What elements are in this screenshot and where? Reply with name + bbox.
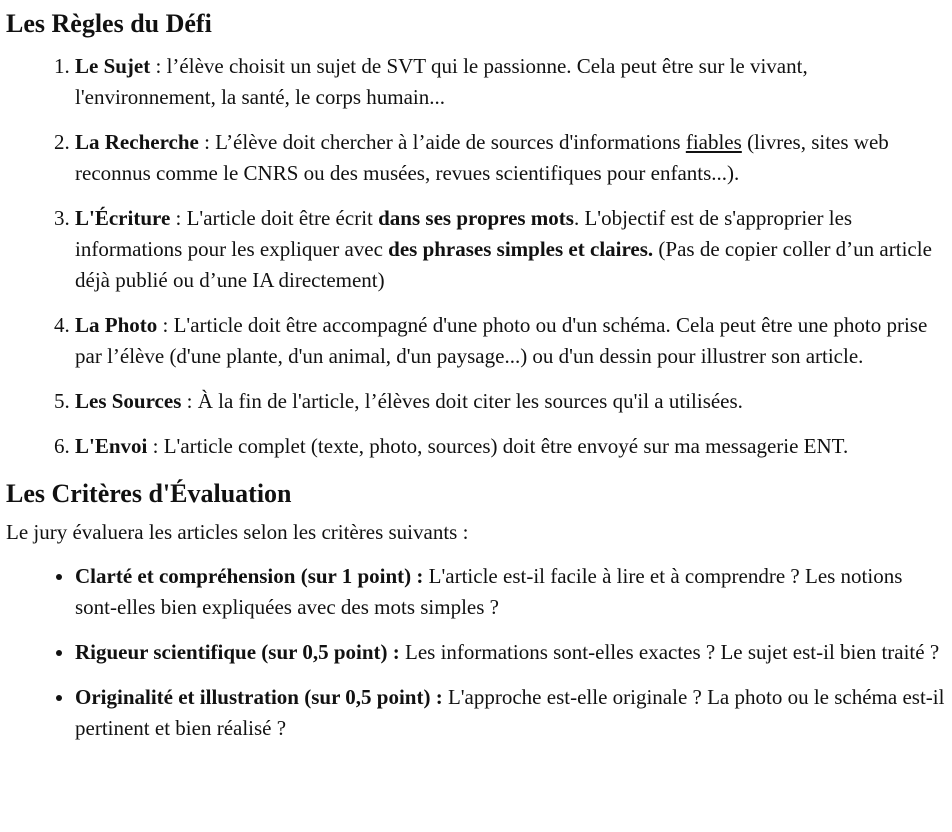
- rule-term: Le Sujet: [75, 54, 151, 78]
- criteria-term: Originalité et illustration (sur 0,5 point) :: [75, 685, 443, 709]
- criteria-item-rigor: [75, 637, 946, 668]
- rule-emphasis: des phrases simples et claires.: [388, 237, 654, 261]
- rule-item-submission: [75, 431, 946, 462]
- rule-emphasis: dans ses propres mots: [378, 206, 574, 230]
- criteria-item-originality: [75, 682, 946, 744]
- rule-text: . L'objectif est de s'approprier les informations pour les expliquer avec: [75, 206, 853, 261]
- rule-text: : L'article doit être écrit: [170, 206, 379, 230]
- rule-underlined-word: fiables: [685, 130, 742, 154]
- rule-text: : L'article complet (texte, photo, sources) doit être envoyé sur ma messagerie ENT.: [147, 434, 849, 458]
- criteria-term: Clarté et compréhension (sur 1 point) :: [75, 564, 424, 588]
- criteria-text: L'article est-il facile à lire et à comprendre ? Les notions sont-elles bien expliquées avec des mots simples ?: [75, 564, 903, 619]
- rule-text: : L'article doit être accompagné d'une photo ou d'un schéma. Cela peut être une photo prise par l’élève (d'une plante, d'un animal, d'un paysage...) ou d'un dessin pour illustrer son article.: [75, 313, 928, 368]
- rule-term: La Recherche: [75, 130, 199, 154]
- rules-list: [6, 51, 946, 462]
- criteria-text: Les informations sont-elles exactes ? Le sujet est-il bien traité ?: [399, 640, 940, 664]
- rule-text: : L’élève doit chercher à l’aide de sources d'informations: [198, 130, 686, 154]
- rule-item-research: [75, 127, 946, 189]
- rule-text: (livres, sites web reconnus comme le CNRS ou des musées, revues scientifiques pour enfants...).: [75, 130, 889, 185]
- criteria-item-clarity: [75, 561, 946, 623]
- rule-item-photo: [75, 310, 946, 372]
- criteria-intro: Le jury évaluera les articles selon les critères suivants :: [6, 520, 469, 544]
- rule-term: Les Sources: [75, 389, 182, 413]
- rule-term: L'Envoi: [75, 434, 148, 458]
- criteria-list: [6, 561, 946, 744]
- criteria-heading: Les Critères d'Évaluation: [6, 479, 292, 508]
- criteria-text: L'approche est-elle originale ? La photo ou le schéma est-il pertinent et bien réalisé ?: [75, 685, 945, 740]
- rule-item-writing: [75, 203, 946, 296]
- rule-text: (Pas de copier coller d’un article déjà publié ou d’une IA directement): [75, 237, 932, 292]
- rule-item-subject: [75, 51, 946, 113]
- rule-term: La Photo: [75, 313, 158, 337]
- rule-text: : À la fin de l'article, l’élèves doit citer les sources qu'il a utilisées.: [181, 389, 743, 413]
- criteria-term: Rigueur scientifique (sur 0,5 point) :: [75, 640, 400, 664]
- rules-heading: Les Règles du Défi: [6, 9, 212, 38]
- rule-item-sources: [75, 386, 946, 417]
- rule-text: : l’élève choisit un sujet de SVT qui le passionne. Cela peut être sur le vivant, l'environnement, la santé, le corps humain...: [75, 54, 808, 109]
- rule-term: L'Écriture: [75, 206, 171, 230]
